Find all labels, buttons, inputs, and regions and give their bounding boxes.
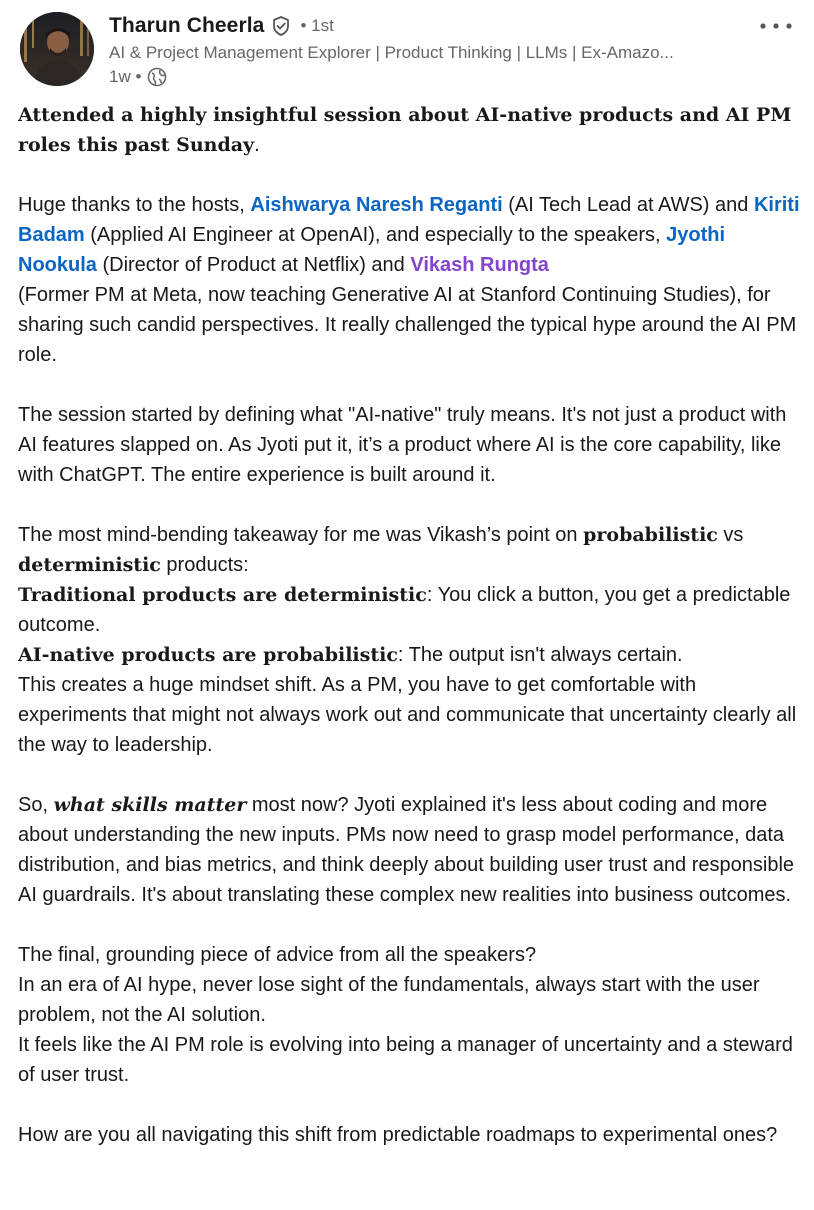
- post-thanks-paragraph: [18, 190, 808, 370]
- mention-jyothi[interactable]: Jyothi Nookula: [18, 224, 726, 276]
- post-takeaway-paragraph: [18, 520, 808, 760]
- post-question-paragraph: How are you all navigating this shift from predictable roadmaps to experimental ones?: [18, 1124, 778, 1146]
- text-span: It feels like the AI PM role is evolving into being a manager of uncertainty and a steward of user trust.: [18, 1034, 793, 1086]
- more-options-button[interactable]: [756, 14, 796, 38]
- author-headline: AI & Project Management Explorer | Product Thinking | LLMs | Ex-Amazo...: [109, 43, 674, 62]
- connection-degree: • 1st: [300, 16, 334, 35]
- post-body: [18, 100, 808, 1150]
- more-horizontal-icon: [759, 22, 793, 30]
- mention-kiriti[interactable]: Kiriti Badam: [18, 194, 800, 246]
- author-name[interactable]: Tharun Cheerla: [109, 14, 265, 37]
- post-meta: [109, 64, 749, 90]
- text-span: In an era of AI hype, never lose sight of the fundamentals, always start with the user problem, not the AI solution.: [18, 974, 760, 1026]
- text-span: (Applied AI Engineer at OpenAI), and especially to the speakers,: [84, 224, 667, 246]
- author-block: [109, 10, 749, 90]
- post-ai-native-paragraph: The session started by defining what "AI-native" truly means. It's not just a product with AI features slapped on. As Jyoti put it, it’s a product where AI is the core capability, like with ChatGPT. The entire experience is built around it.: [18, 404, 787, 486]
- text-span: Huge thanks to the hosts,: [18, 194, 251, 216]
- mention-vikash[interactable]: Vikash Rungta: [410, 254, 549, 276]
- post-skills-paragraph: [18, 790, 808, 910]
- text-span: (Former PM at Meta, now teaching Generative AI at Stanford Continuing Studies), for sharing such candid perspectives. It really challenged the typical hype around the AI PM role.: [18, 284, 797, 366]
- text-span: most now? Jyoti explained it's less about coding and more about understanding the new inputs. PMs now need to grasp model performance, data distribution, and bias metrics, and think deeply about building user trust and responsible AI guardrails. It's about translating these complex new realities into business outcomes.: [18, 794, 795, 906]
- text-span: This creates a huge mindset shift. As a PM, you have to get comfortable with experiments that might not always work out and communicate that uncertainty clearly all the way to leadership.: [18, 674, 797, 756]
- verified-icon: [270, 15, 292, 37]
- globe-icon: [147, 67, 167, 87]
- intro-period: .: [254, 134, 260, 156]
- post-advice-paragraph: [18, 940, 808, 1090]
- text-span: The most mind-bending takeaway for me was Vikash’s point on: [18, 524, 584, 546]
- ai-native-bold: AI-native products are probabilistic: [18, 644, 398, 666]
- text-span: vs: [717, 524, 744, 546]
- mention-aishwarya[interactable]: Aishwarya Naresh Reganti: [250, 194, 503, 216]
- text-span: (AI Tech Lead at AWS) and: [502, 194, 754, 216]
- name-line: [109, 10, 749, 42]
- probabilistic-bold: probabilistic: [583, 524, 718, 546]
- text-span: : The output isn't always certain.: [397, 644, 683, 666]
- text-span: products:: [160, 554, 249, 576]
- avatar[interactable]: [20, 12, 94, 86]
- post-intro: [18, 100, 808, 160]
- traditional-bold: Traditional products are deterministic: [18, 584, 427, 606]
- text-span: So,: [18, 794, 54, 816]
- text-span: : You click a button, you get a predictable outcome.: [18, 584, 791, 636]
- avatar-photo: [20, 12, 94, 86]
- text-span: The final, grounding piece of advice from all the speakers?: [18, 944, 537, 966]
- post-time: 1w •: [109, 67, 142, 86]
- post-header: [18, 10, 808, 90]
- skills-bold-italic: what skills matter: [53, 794, 247, 816]
- deterministic-bold: deterministic: [18, 554, 161, 576]
- text-span: (Director of Product at Netflix) and: [96, 254, 411, 276]
- intro-bold: Attended a highly insightful session about AI-native products and AI PM roles this past Sunday: [18, 104, 792, 156]
